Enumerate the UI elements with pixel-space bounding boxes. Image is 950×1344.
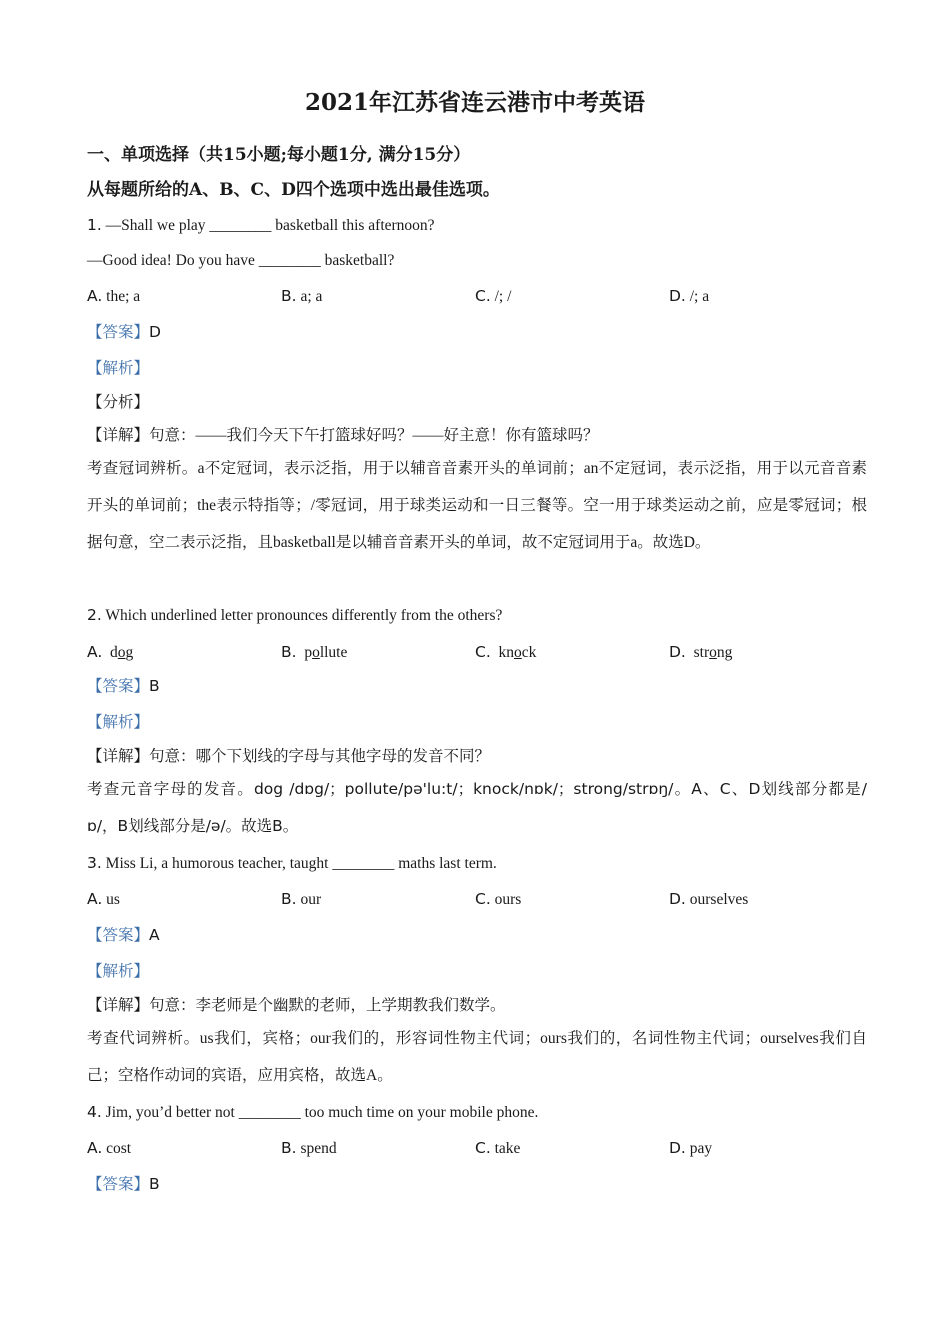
q3-option-d: D. ourselves (669, 890, 749, 908)
section-heading: 一、单项选择（共15小题;每小题1分, 满分15分） (87, 145, 471, 165)
q2-explanation: 考查元音字母的发音。dog /dɒg/；pollute/pə'lu:t/；knock/nɒk/；strong/strɒŋ/。A、C、D划线部分都是/ɒ/，B划线部分是/ə/。故选B。 (87, 780, 867, 835)
q1-analysis-tag: 【解析】 (87, 359, 150, 377)
answer-tag: 【答案】 (87, 323, 150, 341)
q1-option-c: C. /; / (475, 287, 512, 305)
section-instruction: 从每题所给的A、B、C、D四个选项中选出最佳选项。 (87, 180, 500, 200)
q2-detail: 【详解】句意：哪个下划线的字母与其他字母的发音不同？ (87, 747, 491, 765)
q1-answer (87, 320, 161, 344)
q4-option-a: A. cost (87, 1139, 132, 1157)
q2-analysis-tag: 【解析】 (87, 713, 150, 731)
page-title: 2021年江苏省连云港市中考英语 (304, 89, 645, 116)
q1-option-d: D. /; a (669, 287, 710, 305)
q2-option-a: A. dog (87, 643, 134, 661)
q3-option-b: B. our (281, 890, 322, 908)
q1-option-a: A. the; a (87, 287, 141, 305)
q1-option-b: B. a; a (281, 287, 323, 305)
q1-stem-line1 (87, 213, 435, 238)
q4-answer: 【答案】B (87, 1175, 160, 1193)
q2-option-c: C. knock (475, 643, 537, 661)
q3-option-a: A. us (87, 890, 120, 908)
q1-stem-line2: —Good idea! Do you have ________ basketball? (87, 252, 395, 269)
q2-option-d: D. strong (669, 643, 733, 661)
q1-fenxi-tag: 【分析】 (87, 393, 150, 411)
q4-option-b: B. spend (281, 1139, 337, 1157)
q1-explanation: 考查冠词辨析。a不定冠词，表示泛指，用于以辅音音素开头的单词前；an不定冠词，表示泛指，用于以元音音素开头的单词前；the表示特指等；/零冠词，用于球类运动和一日三餐等。空一用于球类运动之前，应是零冠词；根据句意，空二表示泛指，且basketball是以辅音音素开头的单词，故不定冠词用于a。故选D。 (87, 460, 867, 551)
q1-number: 1. (87, 216, 102, 234)
q1-answer-value: D (149, 323, 161, 341)
q3-detail: 【详解】句意：李老师是个幽默的老师，上学期教我们数学。 (87, 996, 506, 1014)
q1-stem-text: —Shall we play ________ basketball this afternoon? (101, 217, 435, 234)
q3-answer: 【答案】A (87, 926, 160, 944)
q3-stem: 3. Miss Li, a humorous teacher, taught ________ maths last term. (87, 854, 497, 872)
q3-explanation: 考查代词辨析。us我们，宾格；our我们的，形容词性物主代词；ours我们的，名词性物主代词；ourselves我们自己；空格作动词的宾语，应用宾格，故选A。 (87, 1030, 867, 1084)
q2-option-b: B. pollute (281, 643, 348, 661)
q3-analysis-tag: 【解析】 (87, 962, 150, 980)
q3-option-c: C. ours (475, 890, 522, 908)
q2-answer: 【答案】B (87, 677, 160, 695)
q4-option-c: C. take (475, 1139, 521, 1157)
q4-option-d: D. pay (669, 1139, 713, 1157)
q2-stem: 2. Which underlined letter pronounces differently from the others? (87, 606, 503, 624)
q1-detail: 【详解】句意：——我们今天下午打篮球好吗？——好主意！你有篮球吗？ (87, 426, 599, 444)
q4-stem: 4. Jim, you’d better not ________ too much time on your mobile phone. (87, 1103, 539, 1121)
